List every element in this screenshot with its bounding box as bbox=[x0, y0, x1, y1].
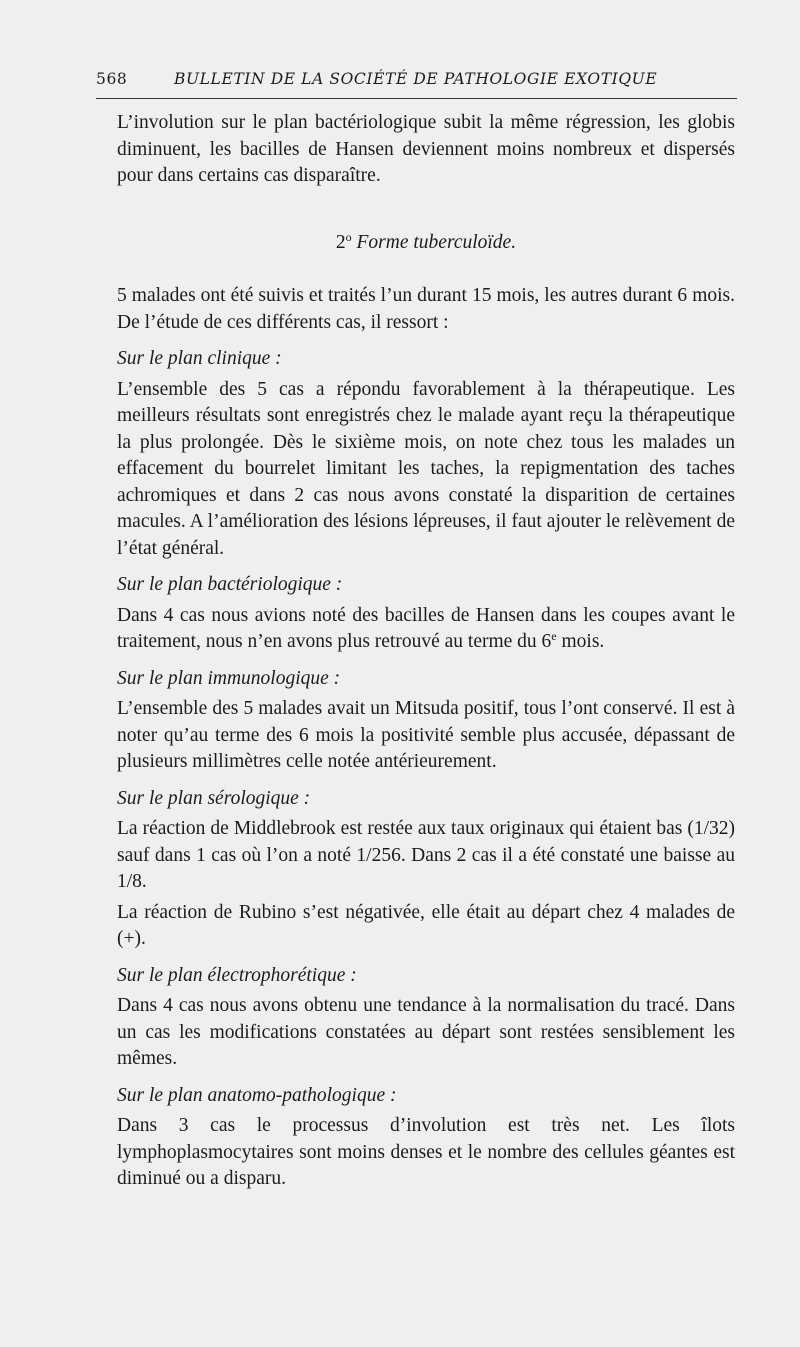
paragraph-clinique: L’ensemble des 5 cas a répondu favorablement à la thérapeutique. Les meilleurs résultats sont enregistrés chez le malade ayant reçu la thérapeutique la plus prolongée. Dès le sixième mois, on note chez tous les malades un effacement du bourrelet limitant les taches, la repigmentation des taches achromiques et dans 2 cas nous avons constaté la disparition de certaines macules. A l’amélioration des lésions lépreuses, il faut ajouter le relèvement de l’état général. bbox=[117, 378, 735, 559]
paragraph-serologique-1: La réaction de Middlebrook est restée aux taux originaux qui étaient bas (1/32) sauf dans 1 cas où l’on a noté 1/256. Dans 2 cas il a été constaté une baisse au 1/8. bbox=[117, 818, 735, 892]
header-rule bbox=[96, 98, 737, 99]
paragraph-electrophoretique: Dans 4 cas nous avons obtenu une tendance à la normalisation du tracé. Dans un cas les modifications constatées au départ sont restées sensiblement les mêmes. bbox=[117, 995, 735, 1069]
paragraph-bacteriologique: Dans 4 cas nous avions noté des bacilles de Hansen dans les coupes avant le traitement, nous n’en avons plus retrouvé au terme du 6e mois. bbox=[117, 604, 735, 652]
heading-serologique: Sur le plan sérologique : bbox=[117, 787, 311, 809]
paragraph-anatomo: Dans 3 cas le processus d’involution est très net. Les îlots lymphoplasmocytaires sont moins denses et le nombre des cellules géantes est diminué ou a disparu. bbox=[117, 1115, 735, 1189]
article-body bbox=[117, 110, 735, 1193]
intro-paragraph: L’involution sur le plan bactériologique subit la même régression, les globis diminuent, les bacilles de Hansen deviennent moins nombreux et dispersés pour dans certains cas disparaître. bbox=[117, 112, 735, 186]
heading-anatomo: Sur le plan anatomo-pathologique : bbox=[117, 1084, 397, 1106]
page-header bbox=[96, 70, 736, 94]
heading-immunologique: Sur le plan immunologique : bbox=[117, 667, 341, 689]
overview-paragraph: 5 malades ont été suivis et traités l’un durant 15 mois, les autres durant 6 mois. De l’étude de ces différents cas, il ressort : bbox=[117, 285, 735, 333]
section-number: 2 bbox=[335, 231, 346, 253]
section-title bbox=[117, 230, 735, 257]
section-title-text: Forme tuberculoïde. bbox=[356, 231, 517, 253]
heading-bacteriologique: Sur le plan bactériologique : bbox=[117, 574, 343, 595]
superscript-e: e bbox=[551, 629, 557, 643]
paragraph-serologique-2: La réaction de Rubino s’est négativée, elle était au départ chez 4 malades de (+). bbox=[117, 901, 735, 949]
page-number: 568 bbox=[96, 70, 128, 88]
running-title: BULLETIN DE LA SOCIÉTÉ DE PATHOLOGIE EXOTIQUE bbox=[174, 70, 658, 88]
heading-clinique: Sur le plan clinique : bbox=[117, 348, 282, 369]
paragraph-immunologique: L’ensemble des 5 malades avait un Mitsuda positif, tous l’ont conservé. Il est à noter qu’au terme des 6 mois la positivité semble plus accusée, dépassant de plusieurs millimètres celle notée antérieurement. bbox=[117, 698, 735, 772]
heading-electrophoretique: Sur le plan électrophorétique : bbox=[117, 964, 357, 986]
section-number-degree: o bbox=[345, 229, 352, 244]
